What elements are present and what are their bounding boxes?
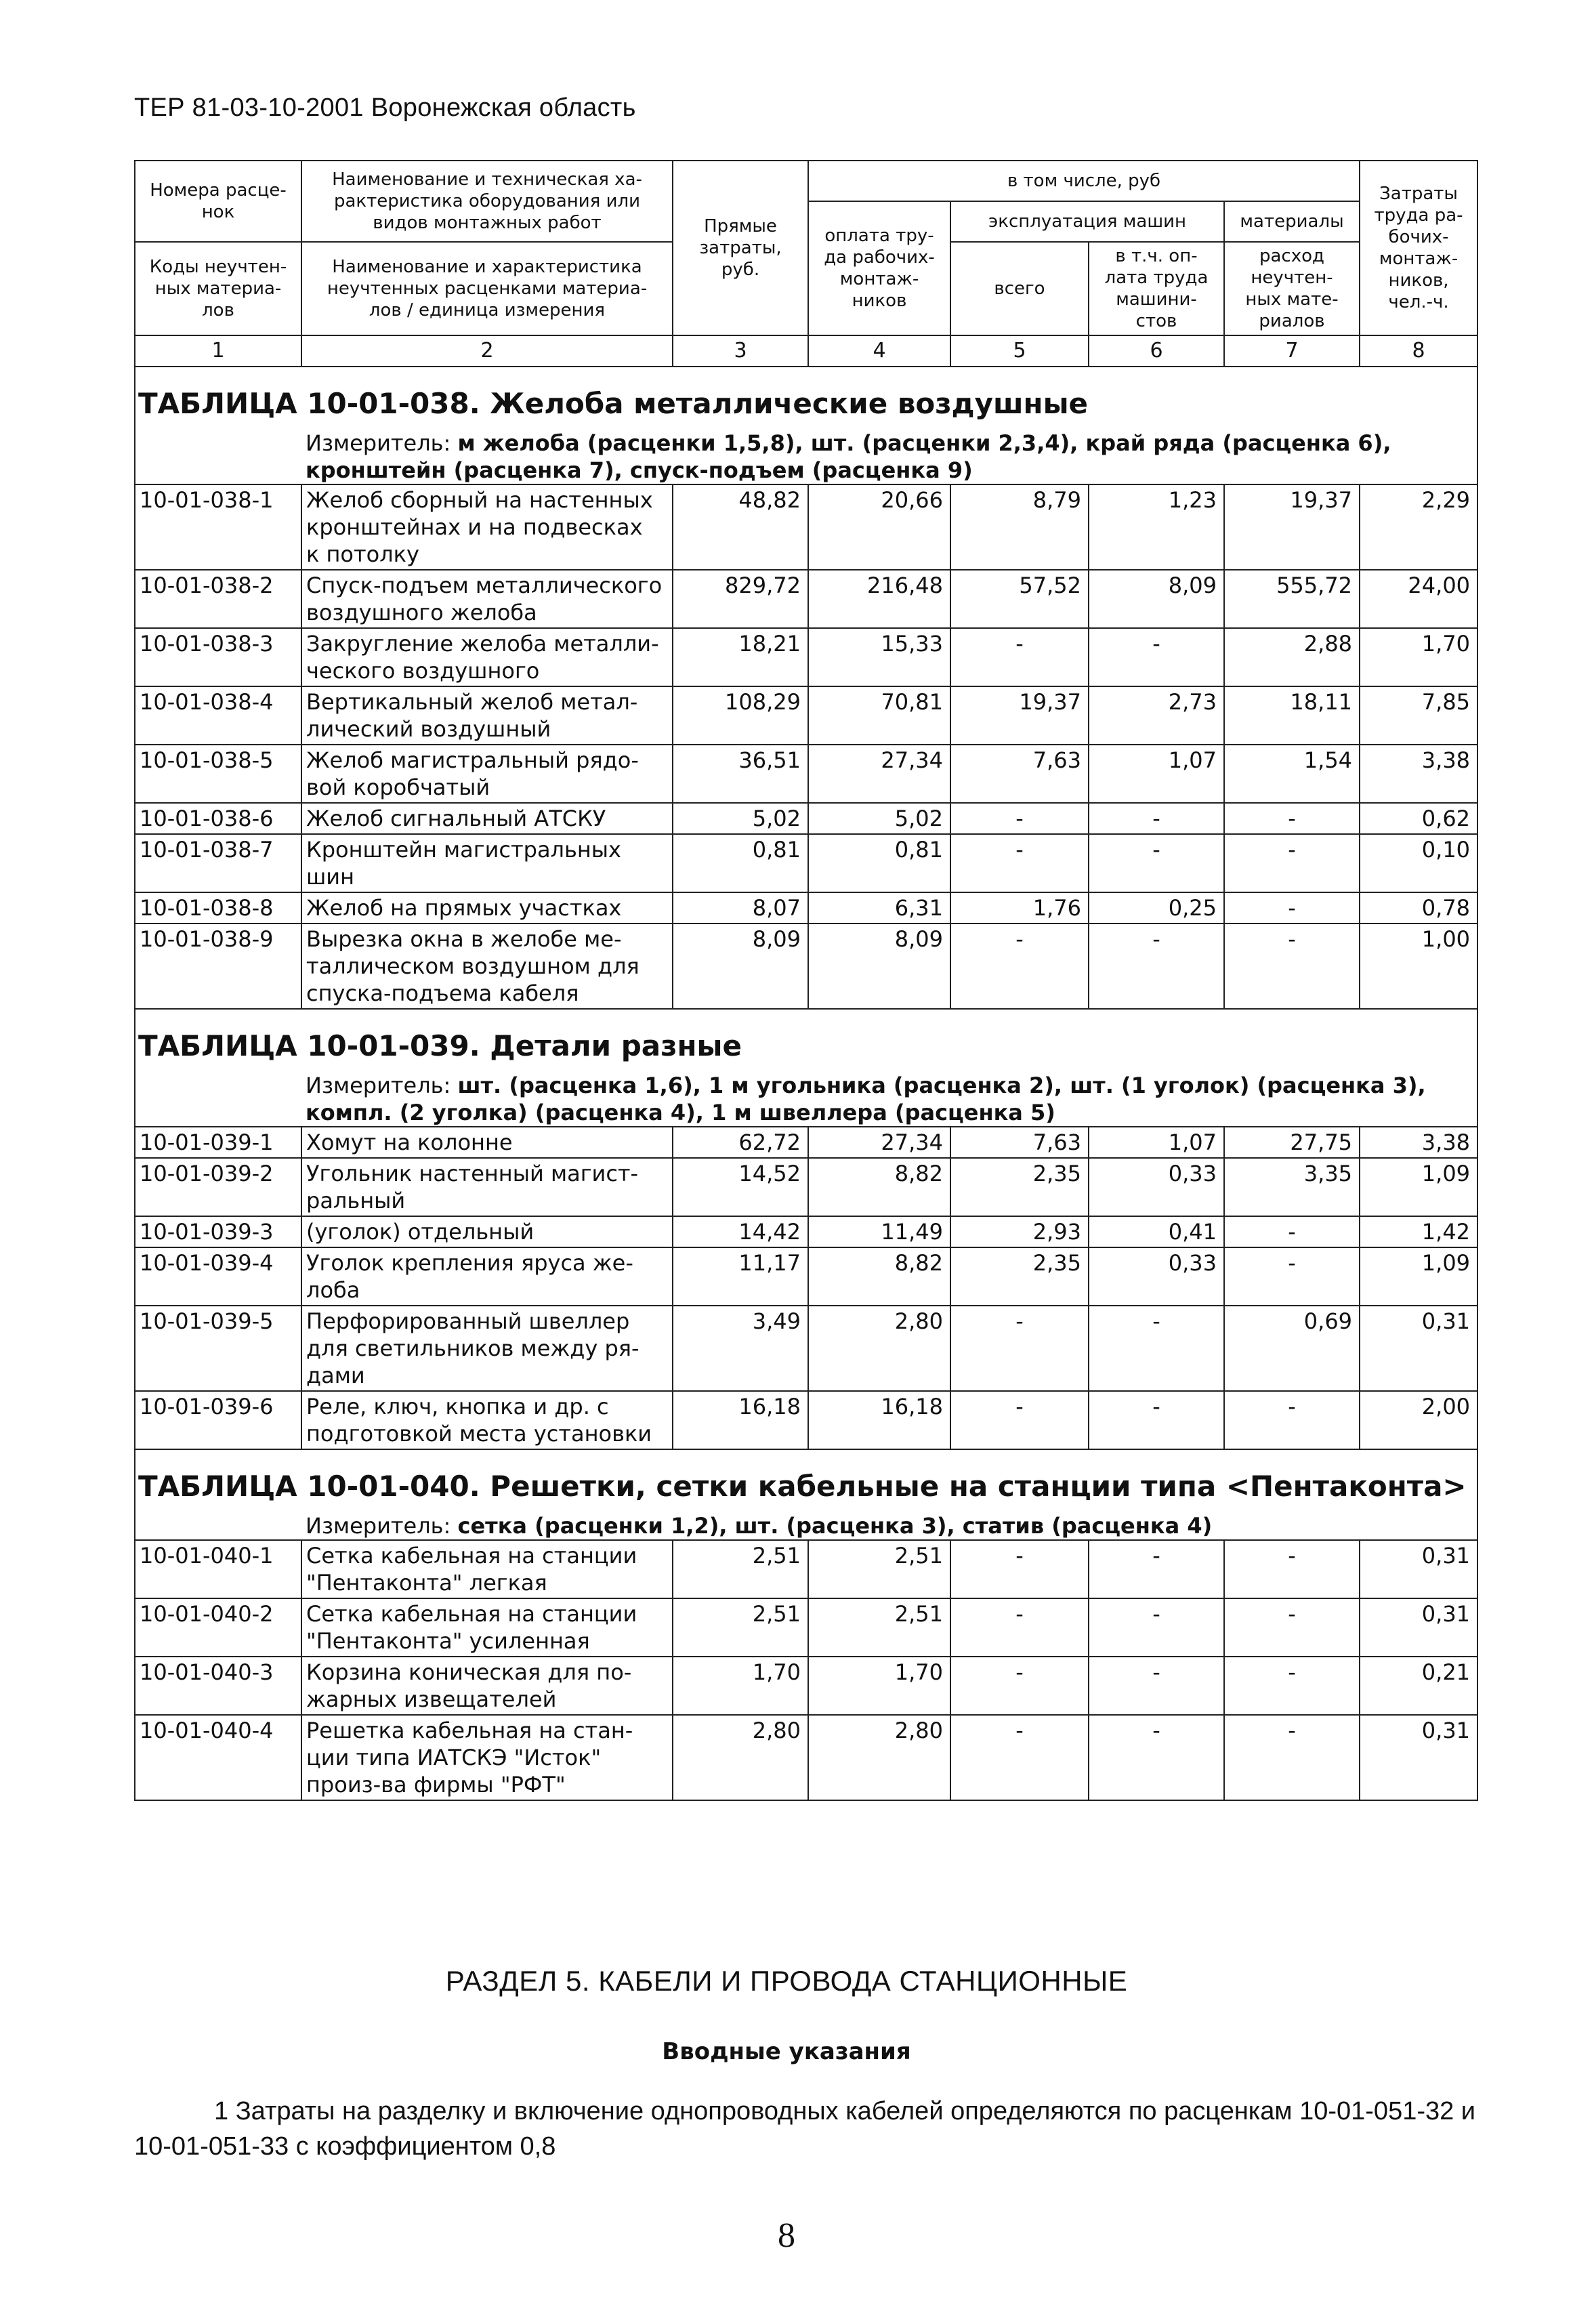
labor-hours-value: 1,00 bbox=[1360, 924, 1477, 1009]
direct-cost-value: 14,42 bbox=[673, 1216, 808, 1247]
direct-cost-value: 11,17 bbox=[673, 1247, 808, 1306]
measure-text: сетка (расценки 1,2), шт. (расценка 3), статив (расценка 4) bbox=[457, 1513, 1213, 1539]
machines-wages-value: 0,41 bbox=[1089, 1216, 1224, 1247]
direct-cost-value: 14,52 bbox=[673, 1158, 808, 1216]
rate-code: 10-01-038-3 bbox=[135, 628, 301, 686]
measure-row bbox=[135, 428, 1477, 484]
table-row bbox=[135, 1540, 1477, 1598]
materials-value: 1,54 bbox=[1224, 745, 1360, 803]
labor-hours-value: 1,09 bbox=[1360, 1247, 1477, 1306]
header-including: в том числе, руб bbox=[808, 161, 1360, 201]
work-name: Хомут на колонне bbox=[301, 1127, 673, 1158]
wages-value: 70,81 bbox=[808, 686, 950, 745]
machines-total-value: 57,52 bbox=[950, 570, 1089, 628]
table-row bbox=[135, 1127, 1477, 1158]
rate-code: 10-01-039-2 bbox=[135, 1158, 301, 1216]
work-name: Угольник настенный магист- ральный bbox=[301, 1158, 673, 1216]
machines-wages-value: 0,25 bbox=[1089, 892, 1224, 924]
machines-total-value: - bbox=[950, 803, 1089, 834]
table-row bbox=[135, 745, 1477, 803]
table-row bbox=[135, 1598, 1477, 1657]
document-header: ТЕР 81-03-10-2001 Воронежская область bbox=[134, 94, 636, 122]
table-row bbox=[135, 1306, 1477, 1391]
work-name: Желоб на прямых участках bbox=[301, 892, 673, 924]
labor-hours-value: 1,70 bbox=[1360, 628, 1477, 686]
work-name: Желоб магистральный рядо- вой коробчатый bbox=[301, 745, 673, 803]
measure-row bbox=[135, 1511, 1477, 1540]
measure-label: Измеритель: bbox=[306, 1073, 458, 1098]
measure-unit bbox=[301, 428, 1477, 484]
labor-hours-value: 7,85 bbox=[1360, 686, 1477, 745]
machines-wages-value: - bbox=[1089, 1657, 1224, 1715]
labor-hours-value: 0,78 bbox=[1360, 892, 1477, 924]
measure-row bbox=[135, 1071, 1477, 1127]
direct-cost-value: 62,72 bbox=[673, 1127, 808, 1158]
machines-wages-value: - bbox=[1089, 924, 1224, 1009]
materials-value: 555,72 bbox=[1224, 570, 1360, 628]
wages-value: 20,66 bbox=[808, 484, 950, 570]
materials-value: - bbox=[1224, 1715, 1360, 1800]
machines-total-value: - bbox=[950, 834, 1089, 892]
table-row bbox=[135, 892, 1477, 924]
wages-value: 6,31 bbox=[808, 892, 950, 924]
direct-cost-value: 1,70 bbox=[673, 1657, 808, 1715]
table-title-row bbox=[135, 1449, 1477, 1511]
work-name: Перфорированный швеллер для светильников между ря- дами bbox=[301, 1306, 673, 1391]
wages-value: 2,80 bbox=[808, 1715, 950, 1800]
measure-label: Измеритель: bbox=[306, 1513, 458, 1539]
direct-cost-value: 48,82 bbox=[673, 484, 808, 570]
header-machines-wages: в т.ч. оп- лата труда машини- стов bbox=[1089, 242, 1224, 335]
labor-hours-value: 0,31 bbox=[1360, 1306, 1477, 1391]
direct-cost-value: 829,72 bbox=[673, 570, 808, 628]
measure-spacer bbox=[135, 1511, 301, 1540]
header-machines-total: всего bbox=[950, 242, 1089, 335]
table-title-row bbox=[135, 1009, 1477, 1071]
materials-value: 18,11 bbox=[1224, 686, 1360, 745]
wages-value: 8,82 bbox=[808, 1247, 950, 1306]
wages-value: 15,33 bbox=[808, 628, 950, 686]
direct-cost-value: 16,18 bbox=[673, 1391, 808, 1449]
machines-total-value: - bbox=[950, 1715, 1089, 1800]
table-row bbox=[135, 628, 1477, 686]
materials-value: - bbox=[1224, 1216, 1360, 1247]
header-unaccounted-materials: Наименование и характеристика неучтенных расценками материа- лов / единица измерения bbox=[301, 242, 673, 335]
direct-cost-value: 36,51 bbox=[673, 745, 808, 803]
intro-paragraph: 1 Затраты на разделку и включение однопроводных кабелей определяются по расценкам 10-01-051-32 и 10-01-051-33 с коэффициентом 0,8 bbox=[134, 2097, 1476, 2161]
column-number: 1 bbox=[135, 335, 301, 367]
machines-wages-value: 2,73 bbox=[1089, 686, 1224, 745]
machines-wages-value: 0,33 bbox=[1089, 1158, 1224, 1216]
rate-code: 10-01-039-5 bbox=[135, 1306, 301, 1391]
rate-code: 10-01-040-3 bbox=[135, 1657, 301, 1715]
header-materials-consumption: расход неучтен- ных мате- риалов bbox=[1224, 242, 1360, 335]
direct-cost-value: 3,49 bbox=[673, 1306, 808, 1391]
machines-total-value: - bbox=[950, 628, 1089, 686]
machines-total-value: 7,63 bbox=[950, 1127, 1089, 1158]
machines-total-value: 1,76 bbox=[950, 892, 1089, 924]
direct-cost-value: 108,29 bbox=[673, 686, 808, 745]
rate-code: 10-01-040-4 bbox=[135, 1715, 301, 1800]
rate-code: 10-01-040-1 bbox=[135, 1540, 301, 1598]
work-name: Уголок крепления яруса же- лоба bbox=[301, 1247, 673, 1306]
wages-value: 16,18 bbox=[808, 1391, 950, 1449]
work-name: Закругление желоба металли- ческого воздушного bbox=[301, 628, 673, 686]
header-rate-numbers: Номера расце- нок bbox=[135, 161, 301, 242]
column-number: 8 bbox=[1360, 335, 1477, 367]
rate-code: 10-01-038-1 bbox=[135, 484, 301, 570]
machines-total-value: - bbox=[950, 1657, 1089, 1715]
wages-value: 216,48 bbox=[808, 570, 950, 628]
rate-code: 10-01-038-2 bbox=[135, 570, 301, 628]
column-number: 7 bbox=[1224, 335, 1360, 367]
wages-value: 11,49 bbox=[808, 1216, 950, 1247]
work-name: Желоб сигнальный АТСКУ bbox=[301, 803, 673, 834]
direct-cost-value: 8,09 bbox=[673, 924, 808, 1009]
machines-wages-value: 8,09 bbox=[1089, 570, 1224, 628]
table-row bbox=[135, 1657, 1477, 1715]
machines-total-value: - bbox=[950, 1391, 1089, 1449]
direct-cost-value: 2,51 bbox=[673, 1598, 808, 1657]
table-row bbox=[135, 484, 1477, 570]
rate-code: 10-01-040-2 bbox=[135, 1598, 301, 1657]
rate-code: 10-01-038-5 bbox=[135, 745, 301, 803]
materials-value: - bbox=[1224, 892, 1360, 924]
materials-value: - bbox=[1224, 1540, 1360, 1598]
machines-total-value: 2,35 bbox=[950, 1158, 1089, 1216]
wages-value: 8,09 bbox=[808, 924, 950, 1009]
machines-total-value: 8,79 bbox=[950, 484, 1089, 570]
column-numbers-row bbox=[135, 335, 1477, 367]
rates-table bbox=[134, 160, 1478, 1801]
labor-hours-value: 0,21 bbox=[1360, 1657, 1477, 1715]
wages-value: 27,34 bbox=[808, 1127, 950, 1158]
machines-wages-value: - bbox=[1089, 1598, 1224, 1657]
measure-spacer bbox=[135, 1071, 301, 1127]
direct-cost-value: 0,81 bbox=[673, 834, 808, 892]
machines-wages-value: - bbox=[1089, 1715, 1224, 1800]
materials-value: 0,69 bbox=[1224, 1306, 1360, 1391]
materials-value: - bbox=[1224, 1598, 1360, 1657]
labor-hours-value: 0,10 bbox=[1360, 834, 1477, 892]
table-row bbox=[135, 1158, 1477, 1216]
rate-code: 10-01-039-1 bbox=[135, 1127, 301, 1158]
measure-text: шт. (расценка 1,6), 1 м угольника (расценка 2), шт. (1 уголок) (расценка 3), компл. (2 уголка) (расценка 4), 1 м швеллера (расценка 5) bbox=[306, 1073, 1426, 1125]
labor-hours-value: 1,09 bbox=[1360, 1158, 1477, 1216]
column-number: 5 bbox=[950, 335, 1089, 367]
table-row bbox=[135, 1391, 1477, 1449]
labor-hours-value: 0,62 bbox=[1360, 803, 1477, 834]
wages-value: 27,34 bbox=[808, 745, 950, 803]
work-name: Реле, ключ, кнопка и др. с подготовкой места установки bbox=[301, 1391, 673, 1449]
measure-unit bbox=[301, 1511, 1477, 1540]
materials-value: - bbox=[1224, 1391, 1360, 1449]
table-title: ТАБЛИЦА 10-01-040. Решетки, сетки кабельные на станции типа <Пентаконта> bbox=[135, 1449, 1477, 1511]
machines-wages-value: 1,07 bbox=[1089, 745, 1224, 803]
materials-value: 2,88 bbox=[1224, 628, 1360, 686]
column-number: 4 bbox=[808, 335, 950, 367]
wages-value: 2,51 bbox=[808, 1598, 950, 1657]
materials-value: - bbox=[1224, 1657, 1360, 1715]
measure-spacer bbox=[135, 428, 301, 484]
labor-hours-value: 0,31 bbox=[1360, 1715, 1477, 1800]
machines-total-value: 2,35 bbox=[950, 1247, 1089, 1306]
wages-value: 8,82 bbox=[808, 1158, 950, 1216]
direct-cost-value: 5,02 bbox=[673, 803, 808, 834]
table-row bbox=[135, 570, 1477, 628]
rates-table-body bbox=[135, 161, 1477, 1800]
labor-hours-value: 2,00 bbox=[1360, 1391, 1477, 1449]
rate-code: 10-01-038-9 bbox=[135, 924, 301, 1009]
direct-cost-value: 2,51 bbox=[673, 1540, 808, 1598]
machines-total-value: 19,37 bbox=[950, 686, 1089, 745]
column-number: 3 bbox=[673, 335, 808, 367]
header-labor-costs: Затраты труда ра- бочих- монтаж- ников, чел.-ч. bbox=[1360, 161, 1477, 335]
measure-text: м желоба (расценки 1,5,8), шт. (расценки 2,3,4), край ряда (расценка 6), кронштейн (расценка 7), спуск-подъем (расценка 9) bbox=[306, 430, 1391, 483]
table-title: ТАБЛИЦА 10-01-039. Детали разные bbox=[135, 1009, 1477, 1071]
header-materials: материалы bbox=[1224, 201, 1360, 242]
materials-value: 27,75 bbox=[1224, 1127, 1360, 1158]
machines-wages-value: - bbox=[1089, 628, 1224, 686]
labor-hours-value: 1,42 bbox=[1360, 1216, 1477, 1247]
rate-code: 10-01-039-4 bbox=[135, 1247, 301, 1306]
table-row bbox=[135, 924, 1477, 1009]
machines-total-value: - bbox=[950, 1306, 1089, 1391]
materials-value: 3,35 bbox=[1224, 1158, 1360, 1216]
table-title-row bbox=[135, 367, 1477, 428]
labor-hours-value: 3,38 bbox=[1360, 1127, 1477, 1158]
work-name: Кронштейн магистральных шин bbox=[301, 834, 673, 892]
labor-hours-value: 24,00 bbox=[1360, 570, 1477, 628]
machines-wages-value: 1,23 bbox=[1089, 484, 1224, 570]
labor-hours-value: 0,31 bbox=[1360, 1598, 1477, 1657]
measure-label: Измеритель: bbox=[306, 430, 458, 456]
labor-hours-value: 0,31 bbox=[1360, 1540, 1477, 1598]
wages-value: 2,51 bbox=[808, 1540, 950, 1598]
measure-unit bbox=[301, 1071, 1477, 1127]
rate-code: 10-01-039-6 bbox=[135, 1391, 301, 1449]
labor-hours-value: 2,29 bbox=[1360, 484, 1477, 570]
machines-total-value: - bbox=[950, 1598, 1089, 1657]
header-direct-costs: Прямые затраты, руб. bbox=[673, 161, 808, 335]
machines-wages-value: - bbox=[1089, 834, 1224, 892]
work-name: Сетка кабельная на станции "Пентаконта" усиленная bbox=[301, 1598, 673, 1657]
wages-value: 0,81 bbox=[808, 834, 950, 892]
section-title: РАЗДЕЛ 5. КАБЕЛИ И ПРОВОДА СТАНЦИОННЫЕ bbox=[445, 1965, 1128, 1997]
wages-value: 1,70 bbox=[808, 1657, 950, 1715]
rate-code: 10-01-038-6 bbox=[135, 803, 301, 834]
table-title: ТАБЛИЦА 10-01-038. Желоба металлические воздушные bbox=[135, 367, 1477, 428]
rate-code: 10-01-038-4 bbox=[135, 686, 301, 745]
machines-total-value: - bbox=[950, 1540, 1089, 1598]
column-number: 6 bbox=[1089, 335, 1224, 367]
machines-wages-value: 1,07 bbox=[1089, 1127, 1224, 1158]
machines-wages-value: - bbox=[1089, 1306, 1224, 1391]
page-number: 8 bbox=[778, 2216, 795, 2255]
labor-hours-value: 3,38 bbox=[1360, 745, 1477, 803]
header-unaccounted-codes: Коды неучтен- ных материа- лов bbox=[135, 242, 301, 335]
wages-value: 2,80 bbox=[808, 1306, 950, 1391]
column-number: 2 bbox=[301, 335, 673, 367]
machines-wages-value: - bbox=[1089, 1391, 1224, 1449]
header-row-1 bbox=[135, 161, 1477, 201]
table-row bbox=[135, 803, 1477, 834]
rate-code: 10-01-038-7 bbox=[135, 834, 301, 892]
work-name: Сетка кабельная на станции "Пентаконта" легкая bbox=[301, 1540, 673, 1598]
direct-cost-value: 18,21 bbox=[673, 628, 808, 686]
header-machines: эксплуатация машин bbox=[950, 201, 1224, 242]
materials-value: - bbox=[1224, 834, 1360, 892]
materials-value: - bbox=[1224, 803, 1360, 834]
machines-total-value: 2,93 bbox=[950, 1216, 1089, 1247]
header-work-name: Наименование и техническая ха- рактеристика оборудования или видов монтажных работ bbox=[301, 161, 673, 242]
table-row bbox=[135, 1715, 1477, 1800]
direct-cost-value: 8,07 bbox=[673, 892, 808, 924]
work-name: Вертикальный желоб метал- лический воздушный bbox=[301, 686, 673, 745]
work-name: Вырезка окна в желобе ме- таллическом воздушном для спуска-подъема кабеля bbox=[301, 924, 673, 1009]
rate-code: 10-01-039-3 bbox=[135, 1216, 301, 1247]
work-name: (уголок) отдельный bbox=[301, 1216, 673, 1247]
work-name: Решетка кабельная на стан- ции типа ИАТСКЭ "Исток" произ-ва фирмы "РФТ" bbox=[301, 1715, 673, 1800]
machines-wages-value: - bbox=[1089, 1540, 1224, 1598]
table-row bbox=[135, 1247, 1477, 1306]
machines-wages-value: - bbox=[1089, 803, 1224, 834]
rate-code: 10-01-038-8 bbox=[135, 892, 301, 924]
machines-total-value: - bbox=[950, 924, 1089, 1009]
materials-value: - bbox=[1224, 1247, 1360, 1306]
table-row bbox=[135, 834, 1477, 892]
table-row bbox=[135, 686, 1477, 745]
table-row bbox=[135, 1216, 1477, 1247]
materials-value: - bbox=[1224, 924, 1360, 1009]
intro-title: Вводные указания bbox=[662, 2038, 911, 2065]
work-name: Спуск-подъем металлического воздушного желоба bbox=[301, 570, 673, 628]
wages-value: 5,02 bbox=[808, 803, 950, 834]
header-wages: оплата тру- да рабочих- монтаж- ников bbox=[808, 201, 950, 335]
machines-total-value: 7,63 bbox=[950, 745, 1089, 803]
work-name: Корзина коническая для по- жарных извещателей bbox=[301, 1657, 673, 1715]
machines-wages-value: 0,33 bbox=[1089, 1247, 1224, 1306]
direct-cost-value: 2,80 bbox=[673, 1715, 808, 1800]
materials-value: 19,37 bbox=[1224, 484, 1360, 570]
work-name: Желоб сборный на настенных кронштейнах и на подвесках к потолку bbox=[301, 484, 673, 570]
